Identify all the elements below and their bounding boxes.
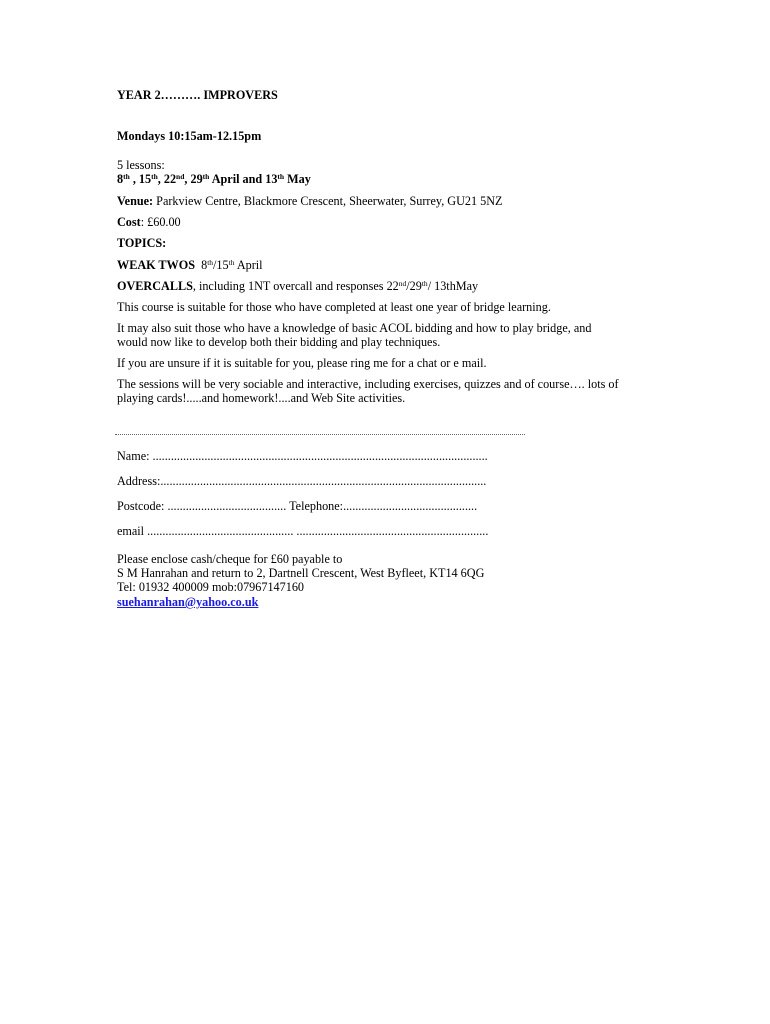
phone-numbers: Tel: 01932 400009 mob:07967147160	[117, 580, 305, 594]
cost-value: : £60.00	[140, 215, 181, 229]
contact-email-link[interactable]: suehanrahan@yahoo.co.uk	[117, 595, 259, 609]
email-link-row	[117, 595, 258, 609]
name-field[interactable]: Name: ..............................................................................................................	[117, 449, 488, 463]
venue-value: Parkview Centre, Blackmore Crescent, Sheerwater, Surrey, GU21 5NZ	[153, 194, 503, 208]
schedule-text: Mondays 10:15am-12.15pm	[117, 129, 262, 143]
sessions-paragraph-line1: The sessions will be very sociable and interactive, including exercises, quizzes and of course…. lots of	[117, 377, 619, 391]
topics-label: TOPICS:	[117, 236, 167, 250]
cut-line-divider	[115, 434, 525, 435]
payment-instructions: Please enclose cash/cheque for £60 payable to	[117, 552, 343, 566]
course-suitability: This course is suitable for those who have completed at least one year of bridge learning.	[117, 300, 551, 314]
cost-line	[117, 215, 181, 229]
sessions-paragraph-line2: playing cards!.....and homework!....and Web Site activities.	[117, 391, 406, 405]
return-address: S M Hanrahan and return to 2, Dartnell Crescent, West Byfleet, KT14 6QG	[117, 566, 485, 580]
overcalls-line: OVERCALLS, including 1NT overcall and responses 22nd/29th/ 13thMay	[117, 279, 479, 293]
email-field[interactable]: email ................................................ ...............................................................	[117, 524, 489, 538]
venue-label: Venue:	[117, 194, 154, 208]
page-title: YEAR 2………. IMPROVERS	[117, 88, 278, 102]
contact-paragraph: If you are unsure if it is suitable for you, please ring me for a chat or e mail.	[117, 356, 487, 370]
venue-line	[117, 194, 502, 208]
weak-twos-line: WEAK TWOS 8th/15th April	[117, 258, 263, 272]
acol-paragraph-line1: It may also suit those who have a knowledge of basic ACOL bidding and how to play bridge, and	[117, 321, 592, 335]
lessons-count: 5 lessons:	[117, 158, 165, 172]
cost-label: Cost	[117, 215, 141, 229]
lesson-dates: 8th , 15th, 22nd, 29th April and 13th May	[117, 172, 311, 186]
acol-paragraph-line2: would now like to develop both their bidding and play techniques.	[117, 335, 441, 349]
address-field[interactable]: Address:...........................................................................................................	[117, 474, 487, 488]
postcode-telephone-field[interactable]: Postcode: ....................................... Telephone:............................................	[117, 499, 478, 513]
